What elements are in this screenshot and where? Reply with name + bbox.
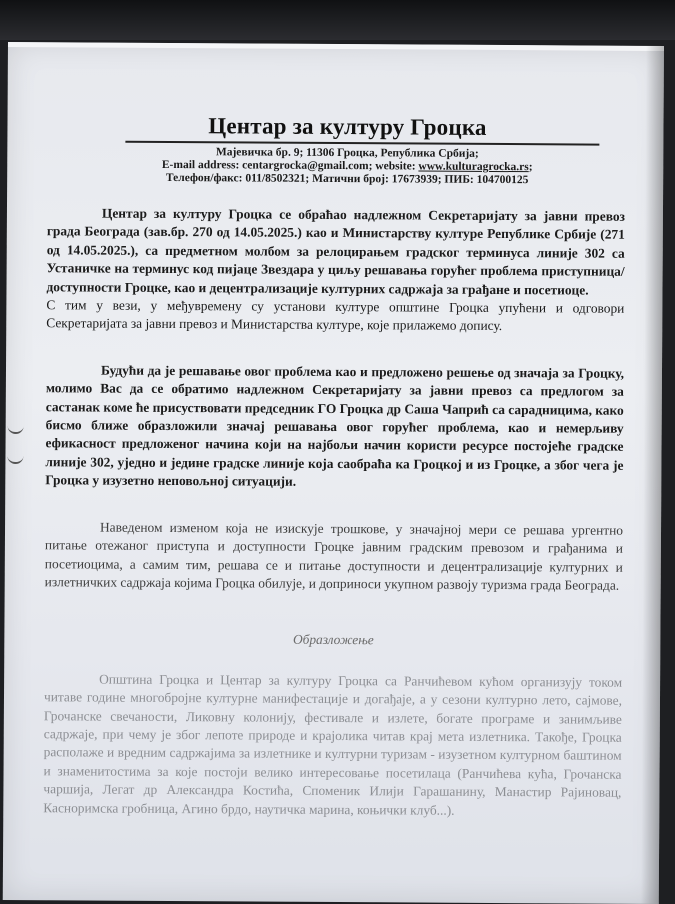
paragraph-explanation: Општина Гроцка и Центар за културу Гроцка са Ранчићевом кућом организују током читаве године многобројне културне манифестације и догађаје, а у сезони културно лето, сајмове, Грочанске свечаности, Ликовну колонију, фестивале и излете, богате програме и занимљиве садржаје, при чему је због лепоте природе и крајолика читав крај мета излетника. Такође, Гроцка располаже и вредним садржајима за излетнике и културни туризам - изузетном културном баштином и знаменитостима за које постоји велико интересовање посетилаца (Ранчићева кућа, Грочанска чаршија, Легат др Александра Костића, Споменик Илији Гарашанину, Манастир Рајиновац, Касноримска гробница, Агино брдо, наутичка марина, коњички клуб...). <box>43 671 623 818</box>
email-prefix: E-mail address: <box>161 158 243 172</box>
paragraph-responses: С тим у вези, у међувремену су установи културе општине Гроцка упућени и одговори Секретаријата за јавни превоз и Министарства културе, које прилажемо допису. <box>46 297 625 334</box>
website-prefix: ; website: <box>368 160 419 173</box>
paragraph-benefits: Наведеном изменом која не изискује трошкове, у значајној мери се решава ургентно питање отежаног приступа и доступности Гроцке јавним градским превозом и грађанима и посетиоцима, а самим тим, решава се и питање доступности и децентрализације културних и излетничких садржаја којима Гроцка обилује, и доприноси укупном развоју туризма града Београда. <box>44 519 624 593</box>
paragraph-meeting: Будући да је решавање овог проблема као и предложено решење од значаја за Гроцку, молимо Вас да се обратимо надлежном Секретаријату за јавни превоз са предлогом за састанак коме ће присуствовати председник ГО Гроцка др Саша Чапрић са сарадницима, како бисмо ближе образложили значај решавања овог горућег проблема, као и немерљиву ефикасност предложеног начина који на најбољи начин користи ресурсе постојеће градске линије 302, уједно и једине градске линије која саобраћа ка Гроцкој и из Гроцке, а због чега је Гроцка у изузетно неповољној ситуацији. <box>45 362 625 490</box>
address-line: Мајевичка бр. 9; 11306 Гроцка, Република Србија; <box>215 146 479 160</box>
website-link: www.kulturagrocka.rs <box>418 160 529 174</box>
website-suffix: ; <box>528 161 533 174</box>
paragraph-request: Центар за културу Гроцка се обраћао надлежном Секретаријату за јавни превоз града Београда (зав.бр. 270 од 14.05.2025.) као и Министарству културе Републике Србије (271 од 14.05.2025.), са предметном молбом за релоцирањем градског терминуса линије 302 са Устаничке на терминус код пијаце Звездара у циљу решавања горућег проблема приступница/доступности Гроцке, као и децентрализације културних садржаја за грађане и посетиоце. <box>46 205 625 298</box>
page-edge <box>8 42 664 51</box>
title-underline <box>125 141 599 146</box>
phone-line: Телефон/факс: 011/8502321; Матични број: 17673939; ПИБ: 104700125 <box>165 171 529 187</box>
monitor-bezel <box>0 0 675 40</box>
section-heading: Образложење <box>292 632 374 648</box>
binder-mark <box>7 454 23 464</box>
email-address: centargrocka@gmail.com <box>242 159 369 173</box>
organization-title: Центар за културу Гроцка <box>208 113 487 140</box>
document-page <box>3 42 664 904</box>
binder-mark <box>8 424 24 434</box>
letterhead <box>77 112 617 187</box>
page-shadow <box>641 46 664 904</box>
letter-body <box>43 204 625 820</box>
